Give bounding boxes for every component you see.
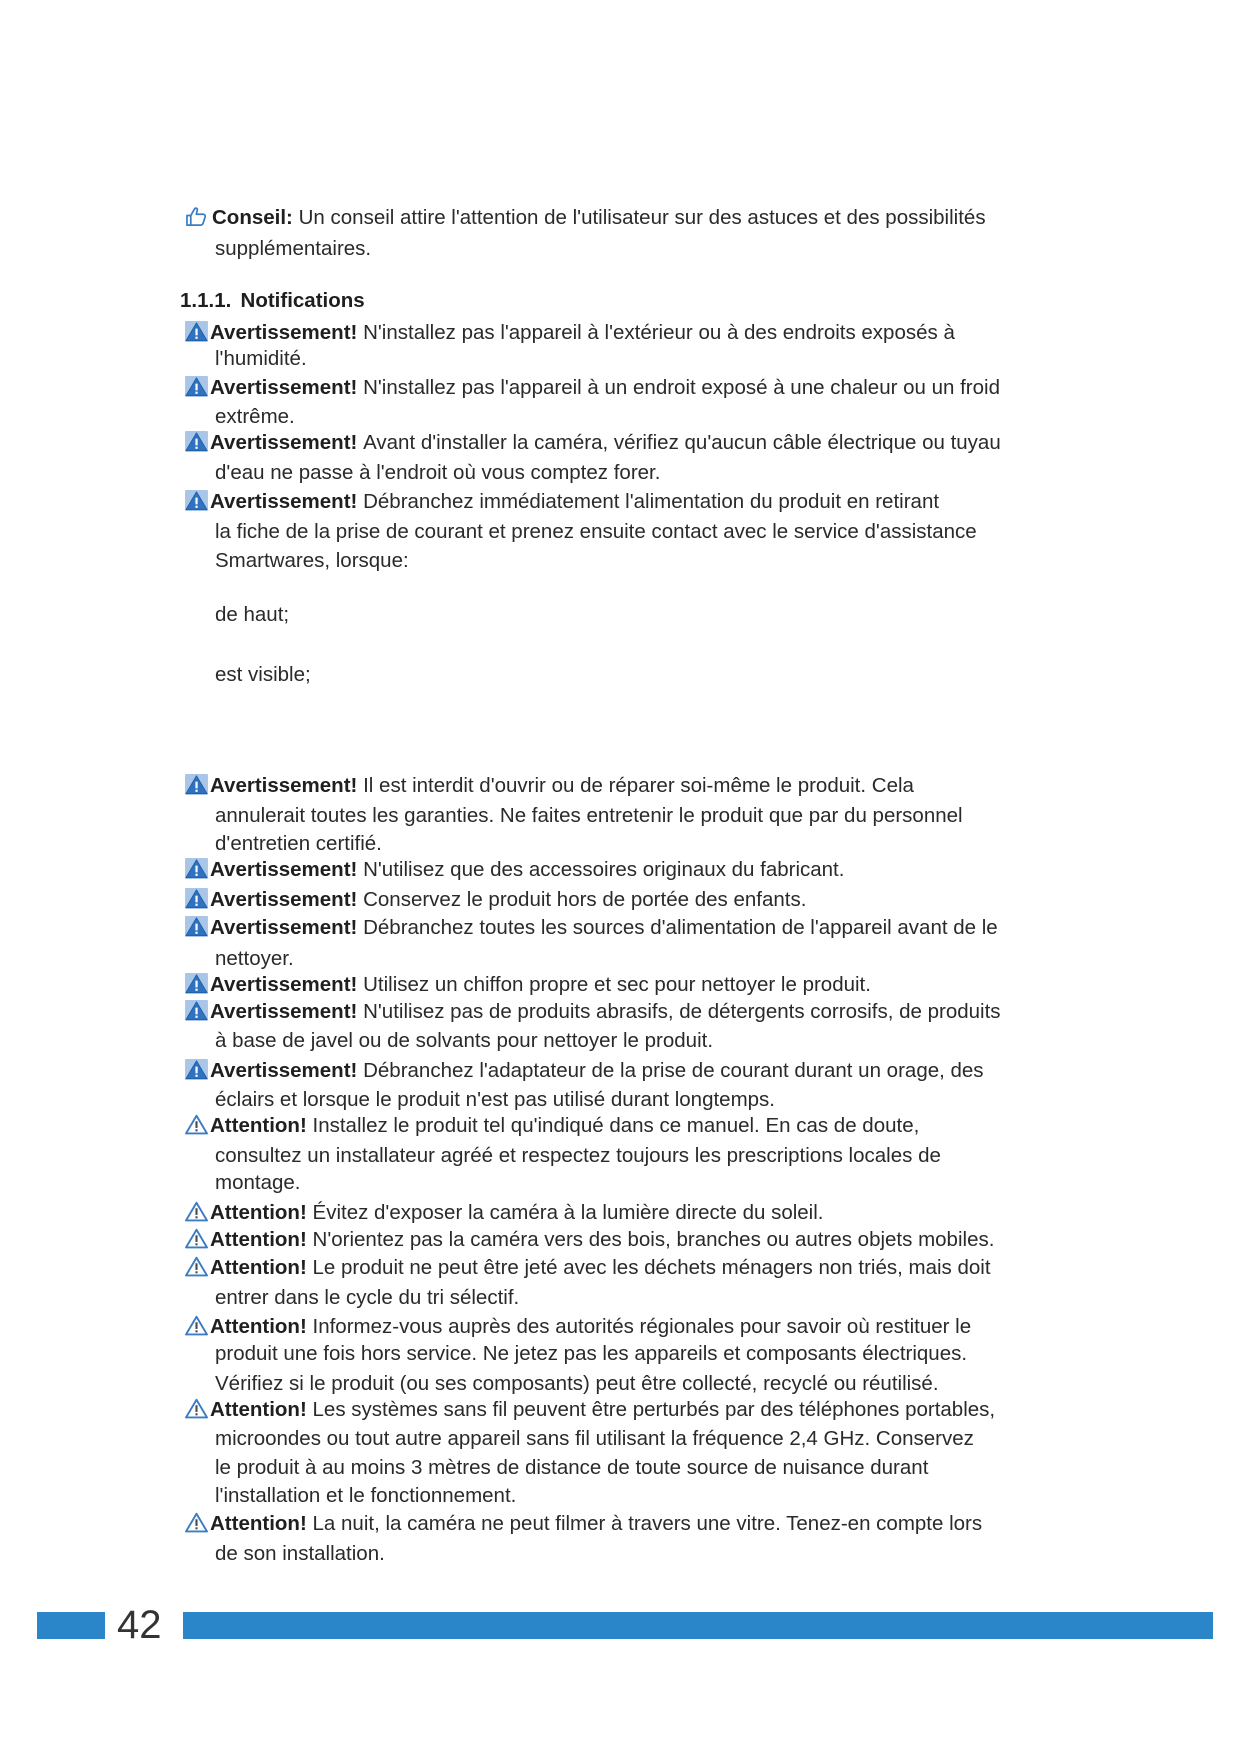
notice-line: à base de javel ou de solvants pour nettoyer le produit. bbox=[215, 1029, 714, 1052]
notice-line: de son installation. bbox=[215, 1542, 385, 1565]
notice-line bbox=[210, 319, 955, 347]
notice-line: consultez un installateur agréé et respectez toujours les prescriptions locales de bbox=[215, 1144, 941, 1167]
notice-line bbox=[210, 374, 1000, 402]
notice-line: entrer dans le cycle du tri sélectif. bbox=[215, 1286, 520, 1309]
warning-icon bbox=[185, 916, 208, 937]
notice-label: Avertissement! bbox=[210, 973, 358, 996]
warning-icon bbox=[185, 490, 208, 511]
notice-line bbox=[210, 488, 939, 516]
warning-icon bbox=[185, 321, 208, 342]
notice-label: Avertissement! bbox=[210, 858, 358, 881]
notice-line bbox=[210, 429, 1001, 457]
notice-label: Avertissement! bbox=[210, 321, 358, 344]
notice-line bbox=[210, 1254, 991, 1282]
notice-line bbox=[210, 1057, 984, 1085]
notice-text: Informez-vous auprès des autorités régionales pour savoir où restituer le bbox=[312, 1315, 972, 1338]
notice-line: produit une fois hors service. Ne jetez pas les appareils et composants électriques. bbox=[215, 1342, 968, 1365]
notice-label: Avertissement! bbox=[210, 774, 358, 797]
notice-label: Avertissement! bbox=[210, 1059, 358, 1082]
page-number: 42 bbox=[117, 1603, 162, 1647]
notice-line: l'humidité. bbox=[215, 347, 307, 370]
notice-text: Le produit ne peut être jeté avec les déchets ménagers non triés, mais doit bbox=[312, 1256, 991, 1279]
tip-line bbox=[212, 204, 986, 232]
notice-label: Attention! bbox=[210, 1256, 307, 1279]
warning-icon bbox=[185, 431, 208, 452]
notice-label: Avertissement! bbox=[210, 916, 358, 939]
notice-line: d'entretien certifié. bbox=[215, 832, 382, 855]
notice-text: Conservez le produit hors de portée des enfants. bbox=[363, 888, 807, 911]
notice-text: Évitez d'exposer la caméra à la lumière directe du soleil. bbox=[312, 1201, 824, 1224]
warning-icon bbox=[185, 1000, 208, 1021]
warning-icon bbox=[185, 888, 208, 909]
notice-line: extrême. bbox=[215, 405, 295, 428]
section-number: 1.1.1. bbox=[180, 289, 232, 312]
tip-label: Conseil: bbox=[212, 206, 293, 229]
notice-line: le produit à au moins 3 mètres de distance de toute source de nuisance durant bbox=[215, 1456, 929, 1479]
notice-line bbox=[210, 971, 871, 999]
notice-text: La nuit, la caméra ne peut filmer à travers une vitre. Tenez-en compte lors bbox=[312, 1512, 983, 1535]
notice-label: Attention! bbox=[210, 1228, 307, 1251]
notice-label: Avertissement! bbox=[210, 431, 358, 454]
section-title: Notifications bbox=[240, 289, 365, 312]
notice-line: Smartwares, lorsque: bbox=[215, 549, 409, 572]
warning-icon bbox=[185, 973, 208, 994]
notice-line: montage. bbox=[215, 1171, 301, 1194]
notice-text: Utilisez un chiffon propre et sec pour nettoyer le produit. bbox=[363, 973, 871, 996]
notice-text: N'installez pas l'appareil à un endroit exposé à une chaleur ou un froid bbox=[363, 376, 1000, 399]
caution-triangle-icon bbox=[185, 1228, 208, 1249]
notice-line bbox=[210, 914, 998, 942]
notice-text: Débranchez l'adaptateur de la prise de courant durant un orage, des bbox=[363, 1059, 984, 1082]
warning-icon bbox=[185, 858, 208, 879]
notice-label: Attention! bbox=[210, 1315, 307, 1338]
notice-line bbox=[210, 1396, 995, 1424]
notice-line bbox=[210, 998, 1001, 1026]
tip-line: supplémentaires. bbox=[215, 237, 372, 260]
thumbs-up-icon bbox=[185, 206, 208, 227]
footer-bar-right bbox=[183, 1612, 1213, 1639]
notice-text: Les systèmes sans fil peuvent être perturbés par des téléphones portables, bbox=[312, 1398, 996, 1421]
notice-label: Attention! bbox=[210, 1398, 307, 1421]
footer-bar-left bbox=[37, 1612, 105, 1639]
notice-line bbox=[210, 886, 806, 914]
notice-text: N'utilisez pas de produits abrasifs, de détergents corrosifs, de produits bbox=[363, 1000, 1001, 1023]
section-heading bbox=[180, 287, 365, 315]
tip-text: Un conseil attire l'attention de l'utilisateur sur des astuces et des possibilités bbox=[298, 206, 986, 229]
notice-line: d'eau ne passe à l'endroit où vous comptez forer. bbox=[215, 461, 661, 484]
caution-triangle-icon bbox=[185, 1114, 208, 1135]
notice-label: Avertissement! bbox=[210, 1000, 358, 1023]
notice-line bbox=[210, 772, 914, 800]
caution-triangle-icon bbox=[185, 1315, 208, 1336]
notice-line bbox=[210, 856, 844, 884]
notice-label: Avertissement! bbox=[210, 490, 358, 513]
notice-label: Avertissement! bbox=[210, 376, 358, 399]
notice-label: Attention! bbox=[210, 1114, 307, 1137]
notice-label: Attention! bbox=[210, 1512, 307, 1535]
notice-label: Attention! bbox=[210, 1201, 307, 1224]
notice-line bbox=[210, 1199, 823, 1227]
notice-text: Avant d'installer la caméra, vérifiez qu'aucun câble électrique ou tuyau bbox=[363, 431, 1001, 454]
notice-line: microondes ou tout autre appareil sans fil utilisant la fréquence 2,4 GHz. Conservez bbox=[215, 1427, 974, 1450]
notice-text: N'installez pas l'appareil à l'extérieur ou à des endroits exposés à bbox=[363, 321, 955, 344]
notice-line: éclairs et lorsque le produit n'est pas utilisé durant longtemps. bbox=[215, 1088, 775, 1111]
notice-line: la fiche de la prise de courant et prenez ensuite contact avec le service d'assistance bbox=[215, 520, 977, 543]
notice-line: de haut; bbox=[215, 603, 290, 626]
notice-line bbox=[210, 1313, 971, 1341]
caution-triangle-icon bbox=[185, 1398, 208, 1419]
notice-text: N'utilisez que des accessoires originaux du fabricant. bbox=[363, 858, 845, 881]
notice-label: Avertissement! bbox=[210, 888, 358, 911]
notice-line: l'installation et le fonctionnement. bbox=[215, 1484, 517, 1507]
notice-line bbox=[210, 1226, 994, 1254]
notice-text: Débranchez immédiatement l'alimentation du produit en retirant bbox=[363, 490, 940, 513]
notice-text: Débranchez toutes les sources d'alimentation de l'appareil avant de le bbox=[363, 916, 998, 939]
warning-icon bbox=[185, 774, 208, 795]
notice-text: Installez le produit tel qu'indiqué dans ce manuel. En cas de doute, bbox=[312, 1114, 920, 1137]
caution-triangle-icon bbox=[185, 1201, 208, 1222]
notice-text: Il est interdit d'ouvrir ou de réparer soi-même le produit. Cela bbox=[363, 774, 914, 797]
notice-line: est visible; bbox=[215, 663, 311, 686]
notice-line: Vérifiez si le produit (ou ses composants) peut être collecté, recyclé ou réutilisé. bbox=[215, 1372, 939, 1395]
notice-line: annulerait toutes les garanties. Ne faites entretenir le produit que par du personnel bbox=[215, 804, 963, 827]
notice-line bbox=[210, 1112, 919, 1140]
caution-triangle-icon bbox=[185, 1512, 208, 1533]
notice-line bbox=[210, 1510, 982, 1538]
caution-triangle-icon bbox=[185, 1256, 208, 1277]
notice-line: nettoyer. bbox=[215, 947, 294, 970]
warning-icon bbox=[185, 376, 208, 397]
warning-icon bbox=[185, 1059, 208, 1080]
notice-text: N'orientez pas la caméra vers des bois, branches ou autres objets mobiles. bbox=[312, 1228, 995, 1251]
